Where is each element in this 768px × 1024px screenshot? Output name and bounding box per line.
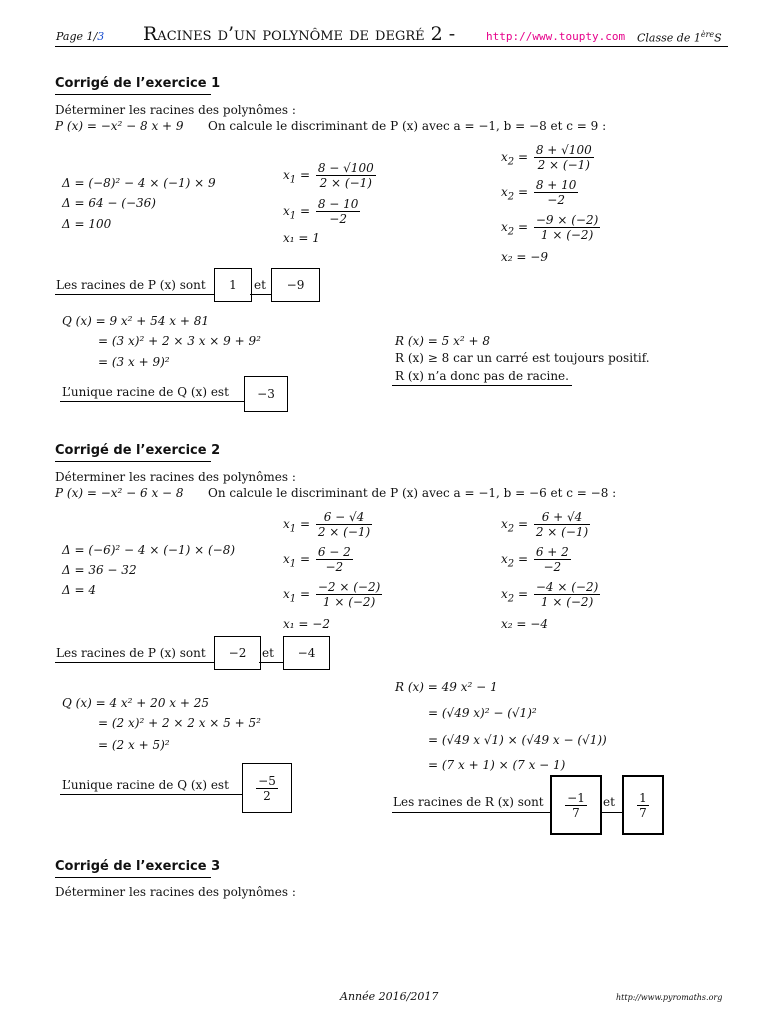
- ex2-r-roots-underline: [392, 812, 550, 813]
- ex1-q-line-2: = (3 x)² + 2 × 3 x × 9 + 9²: [98, 334, 261, 348]
- ex1-x1-result: x₁ = 1: [283, 231, 320, 245]
- ex2-r-roots-et-underline: [600, 812, 622, 813]
- ex2-roots-et-underline: [259, 662, 283, 663]
- exercise-1-heading-rule: [55, 94, 211, 95]
- ex2-r-line-3: = (√49 x √1) × (√49 x − (√1)): [428, 733, 607, 747]
- ex2-r-root-1-box: [550, 775, 602, 835]
- ex2-r-line-4: = (7 x + 1) × (7 x − 1): [428, 758, 566, 772]
- ex2-roots-et: et: [262, 646, 274, 660]
- ex2-x1-step-1: $x_1$ = $\frac{6 - √4}{2 \times (-1)}$: [283, 510, 371, 539]
- page-number: Page 1/3: [56, 30, 105, 43]
- ex2-x2-result: x₂ = −4: [501, 617, 548, 631]
- ex1-root-2: −9: [286, 278, 305, 292]
- ex1-root-2-box: [271, 268, 320, 302]
- ex2-q-root-label: L’unique racine de Q (x) est: [62, 778, 229, 792]
- exercise-3-heading: Corrigé de l’exercice 3: [55, 859, 221, 874]
- ex1-delta-line-1: Δ = (−8)² − 4 × (−1) × 9: [62, 176, 216, 190]
- ex2-x1-step-2: $x_1$ = $\frac{6 - 2}{-2}$: [283, 545, 351, 574]
- exercise-2-discriminant-text: On calcule le discriminant de P (x) avec a = −1, b = −6 et c = −8 :: [208, 486, 617, 500]
- ex2-roots-label: Les racines de P (x) sont: [56, 646, 206, 660]
- ex1-q-root-underline: [60, 401, 244, 402]
- ex1-q-root-box: [244, 376, 288, 412]
- ex2-r-roots-label: Les racines de R (x) sont: [393, 795, 544, 809]
- ex1-delta-line-3: Δ = 100: [62, 217, 112, 231]
- ex2-root-1-box: [214, 636, 261, 670]
- ex2-root-1: −2: [228, 646, 247, 660]
- header-rule: [55, 46, 728, 47]
- exercise-1-heading: Corrigé de l’exercice 1: [55, 76, 221, 91]
- footer-year: Année 2016/2017: [340, 990, 439, 1003]
- ex2-q-root-box: [242, 763, 292, 813]
- exercise-2-heading: Corrigé de l’exercice 2: [55, 443, 221, 458]
- exercise-2-polynomial: P (x) = −x² − 6 x − 8: [55, 486, 184, 500]
- ex2-q-line-2: = (2 x)² + 2 × 2 x × 5 + 5²: [98, 716, 261, 730]
- ex2-x2-step-2: $x_2$ = $\frac{6 + 2}{-2}$: [501, 545, 569, 574]
- ex2-delta-line-1: Δ = (−6)² − 4 × (−1) × (−8): [62, 543, 236, 557]
- ex1-q-root: −3: [257, 387, 275, 401]
- ex1-r-line-3: R (x) n’a donc pas de racine.: [395, 369, 569, 383]
- ex1-delta-line-2: Δ = 64 − (−36): [62, 196, 156, 210]
- ex1-q-line-3: = (3 x + 9)²: [98, 355, 170, 369]
- ex2-r-root-1: $\frac{-1}{7}$: [567, 790, 585, 820]
- page-title: Racines d’un polynôme de degré 2 -: [143, 23, 456, 45]
- ex2-q-line-1: Q (x) = 4 x² + 20 x + 25: [62, 696, 209, 710]
- ex1-roots-underline: [55, 294, 215, 295]
- exercise-1-discriminant-text: On calcule le discriminant de P (x) avec a = −1, b = −8 et c = 9 :: [208, 119, 607, 133]
- ex2-roots-underline: [55, 662, 215, 663]
- ex2-q-root: $\frac{-5}{2}$: [258, 773, 276, 803]
- exercise-2-heading-rule: [55, 461, 211, 462]
- ex1-x2-step-2: $x_2$ = $\frac{8 + 10}{-2}$: [501, 178, 577, 207]
- class-label: Classe de 1èreS: [637, 30, 722, 45]
- ex2-q-root-underline: [60, 794, 242, 795]
- ex1-root-1: 1: [229, 278, 237, 292]
- ex2-root-2-box: [283, 636, 330, 670]
- ex1-q-root-label: L’unique racine de Q (x) est: [62, 385, 229, 399]
- ex2-delta-line-2: Δ = 36 − 32: [62, 563, 137, 577]
- ex2-x1-result: x₁ = −2: [283, 617, 330, 631]
- ex1-x1-step-1: $x_1$ = $\frac{8 - √100}{2 \times (-1)}$: [283, 161, 374, 190]
- ex2-root-2: −4: [297, 646, 316, 660]
- ex2-x2-step-3: $x_2$ = $\frac{-4 \times (-2)}{1 \times (-2)}$: [501, 580, 599, 609]
- ex2-r-root-2: $\frac{1}{7}$: [639, 790, 647, 820]
- footer-url[interactable]: http://www.pyromaths.org: [616, 993, 723, 1002]
- ex2-r-roots-et: et: [603, 795, 615, 809]
- ex1-root-1-box: [214, 268, 252, 302]
- ex2-x1-step-3: $x_1$ = $\frac{-2 \times (-2)}{1 \times (-2)}$: [283, 580, 381, 609]
- exercise-3-heading-rule: [55, 877, 211, 878]
- source-link[interactable]: http://www.toupty.com: [486, 30, 626, 43]
- exercise-1-intro: Déterminer les racines des polynômes :: [55, 103, 296, 117]
- ex2-x2-step-1: $x_2$ = $\frac{6 + √4}{2 \times (-1)}$: [501, 510, 589, 539]
- ex2-delta-line-3: Δ = 4: [62, 583, 96, 597]
- ex1-r-line-1: R (x) = 5 x² + 8: [395, 334, 491, 348]
- ex1-q-line-1: Q (x) = 9 x² + 54 x + 81: [62, 314, 209, 328]
- exercise-3-intro: Déterminer les racines des polynômes :: [55, 885, 296, 899]
- ex1-r-line-2: R (x) ≥ 8 car un carré est toujours positif.: [395, 351, 650, 365]
- ex1-r-underline: [392, 385, 572, 386]
- ex1-x2-step-3: $x_2$ = $\frac{-9 \times (-2)}{1 \times (-2)}$: [501, 213, 599, 242]
- exercise-2-intro: Déterminer les racines des polynômes :: [55, 470, 296, 484]
- ex1-roots-label: Les racines de P (x) sont: [56, 278, 206, 292]
- exercise-1-polynomial: P (x) = −x² − 8 x + 9: [55, 119, 184, 133]
- ex2-q-line-3: = (2 x + 5)²: [98, 738, 170, 752]
- ex2-r-root-2-box: [622, 775, 664, 835]
- ex2-r-line-2: = (√49 x)² − (√1)²: [428, 706, 537, 720]
- ex1-x1-step-2: $x_1$ = $\frac{8 - 10}{-2}$: [283, 197, 359, 226]
- ex1-x2-result: x₂ = −9: [501, 250, 548, 264]
- ex2-r-line-1: R (x) = 49 x² − 1: [395, 680, 498, 694]
- ex1-x2-step-1: $x_2$ = $\frac{8 + √100}{2 \times (-1)}$: [501, 143, 592, 172]
- ex1-roots-et-underline: [250, 294, 272, 295]
- ex1-roots-et: et: [254, 278, 266, 292]
